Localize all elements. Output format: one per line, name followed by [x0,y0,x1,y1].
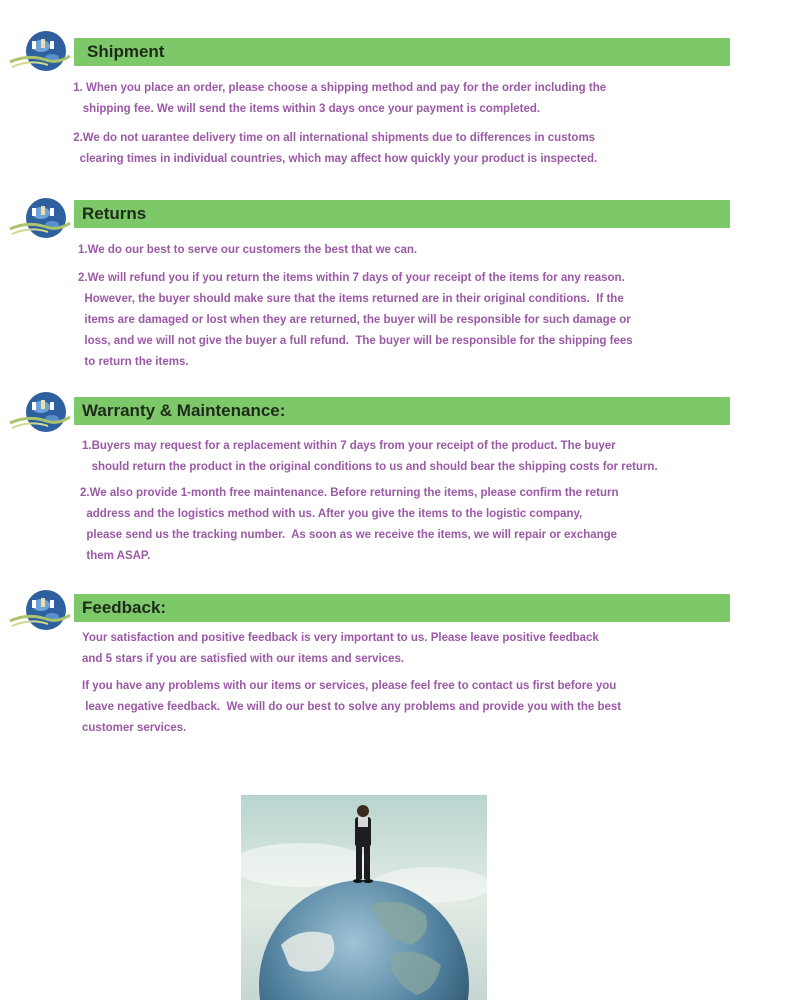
paragraph: 2.We also provide 1-month free maintenance. Before returning the items, please confirm the return address and the logistics method with us. After you give the items to the logistic company, please send us the tracking number. As soon as we receive the items, we will repair or exchange them ASAP. [80,487,619,562]
paragraph: 1.We do our best to serve our customers the best that we can. [78,244,418,256]
paragraph: 1.Buyers may request for a replacement within 7 days from your receipt of the product. The buyer should return the product in the original conditions to us and should bear the shipping costs for return. [82,440,658,473]
section-title: Feedback: [82,598,167,617]
globe-icon [8,28,72,74]
globe-icon [8,389,72,435]
globe-icon [8,587,72,633]
section-header-bar [74,397,730,425]
paragraph: 1. When you place an order, please choose a shipping method and pay for the order including the shipping fee. We will send the items within 3 days once your payment is completed. [73,82,607,115]
section-header-bar [74,38,730,66]
section-title: Shipment [87,42,165,61]
section-header-bar [74,594,730,622]
paragraph: 2.We do not uarantee delivery time on all international shipments due to differences in customs clearing times in individual countries, which may affect how quickly your product is inspected. [73,132,598,165]
paragraph: If you have any problems with our items or services, please feel free to contact us first before you leave negative feedback. We will do our best to solve any problems and provide you with the best customer services. [82,680,622,734]
section-header-bar [74,200,730,228]
globe-icon [8,195,72,241]
paragraph: 2.We will refund you if you return the items within 7 days of your receipt of the items for any reason. However, the buyer should make sure that the items returned are in their original conditions. If the items are damaged or lost when they are returned, the buyer will be responsible for such damage or loss, and we will not give the buyer a full refund. The buyer will be responsible for the shipping fees to return the items. [78,272,633,368]
businessman-on-globe-image [241,795,487,1000]
section-title: Returns [82,204,147,223]
paragraph: Your satisfaction and positive feedback is very important to us. Please leave positive feedback and 5 stars if you are satisfied with our items and services. [82,632,599,665]
section-title: Warranty & Maintenance: [82,401,286,420]
